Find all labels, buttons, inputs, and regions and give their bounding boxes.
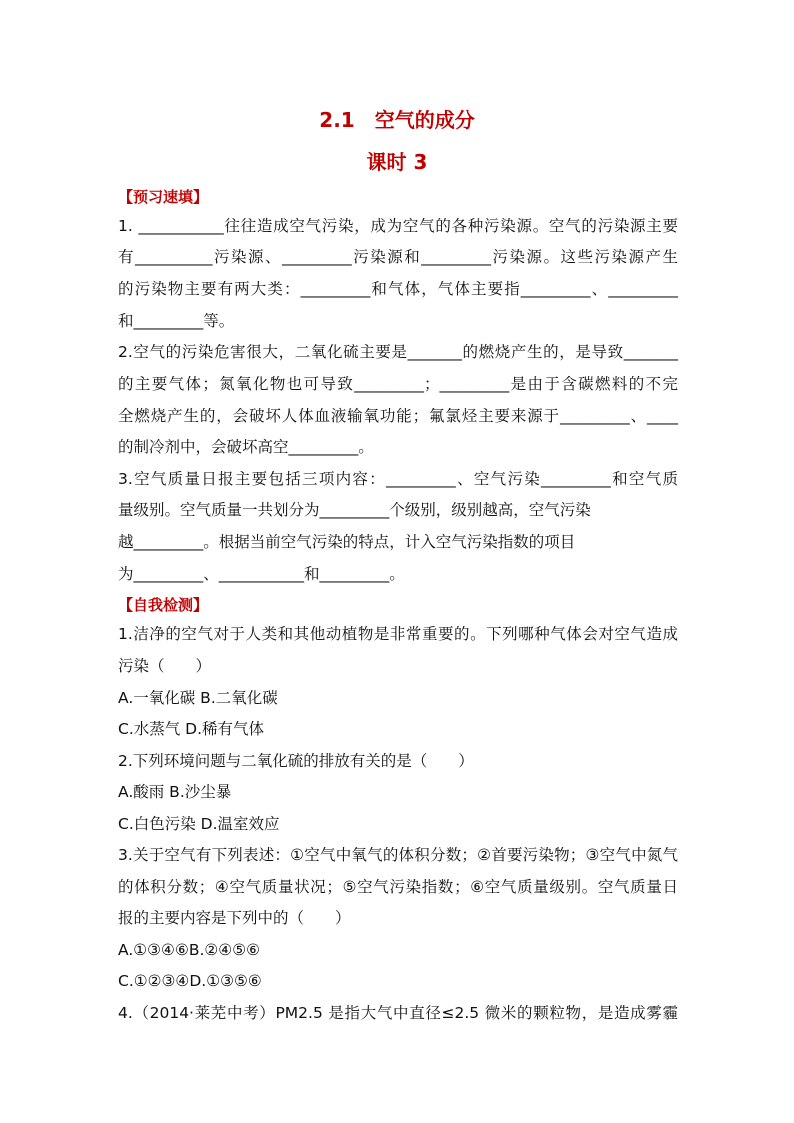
option-line: C.白色污染 D.温室效应 — [118, 815, 280, 833]
page-subtitle: 课时 3 — [366, 150, 428, 174]
text-line: 污染（ ） — [118, 657, 212, 675]
text-line: 全燃烧产生的，会破坏人体血液输氧功能；氟氯烃主要来源于_________、____ — [118, 407, 678, 425]
text-line: 量级别。空气质量一共划分为_________个级别，级别越高，空气污染 — [118, 501, 591, 519]
section-heading-preview: 【预习速填】 — [118, 188, 209, 206]
text-line: 的制冷剂中，会破坏高空_________。 — [118, 438, 374, 456]
option-line: C.水蒸气 D.稀有气体 — [118, 720, 265, 738]
text-line: 为_________、___________和_________。 — [118, 565, 405, 583]
option-line: A.①③④⑥B.②④⑤⑥ — [118, 941, 260, 959]
text-line: 的污染物主要有两大类：_________和气体，气体主要指_________、_________ — [118, 280, 678, 298]
section-heading-selfcheck: 【自我检测】 — [118, 596, 209, 614]
text-line: 报的主要内容是下列中的（ ） — [118, 909, 351, 927]
text-line: 1. ___________往往造成空气污染，成为空气的各种污染源。空气的污染源主要 — [118, 217, 678, 235]
text-line: 和_________等。 — [118, 312, 235, 330]
option-line: C.①②③④D.①③⑤⑥ — [118, 972, 262, 990]
option-line: A.一氧化碳 B.二氧化碳 — [118, 689, 278, 707]
text-line: 的主要气体；氮氧化物也可导致_________；_________是由于含碳燃料的不完 — [118, 375, 678, 393]
text-line: 2.空气的污染危害很大，二氧化硫主要是_______的燃烧产生的，是导致_______ — [118, 343, 678, 361]
option-line: A.酸雨 B.沙尘暴 — [118, 783, 232, 801]
text-line: 2.下列环境问题与二氧化硫的排放有关的是（ ） — [118, 752, 474, 770]
text-line: 有__________污染源、_________污染源和_________污染源。这些污染源产生 — [118, 248, 678, 266]
text-line: 越_________。根据当前空气污染的特点，计入空气污染指数的项目 — [118, 533, 576, 551]
text-line: 3.关于空气有下列表述：①空气中氧气的体积分数；②首要污染物；③空气中氮气 — [118, 846, 678, 864]
page-title: 2.1 空气的成分 — [319, 108, 475, 132]
text-line: 1.洁净的空气对于人类和其他动植物是非常重要的。下列哪种气体会对空气造成 — [118, 625, 678, 643]
text-line: 4.（2014·莱芜中考）PM2.5 是指大气中直径≤2.5 微米的颗粒物，是造成雾霾 — [118, 1004, 678, 1022]
text-line: 3.空气质量日报主要包括三项内容：_________、空气污染_________和空气质 — [118, 470, 678, 488]
text-line: 的体积分数；④空气质量状况；⑤空气污染指数；⑥空气质量级别。空气质量日 — [118, 878, 678, 896]
